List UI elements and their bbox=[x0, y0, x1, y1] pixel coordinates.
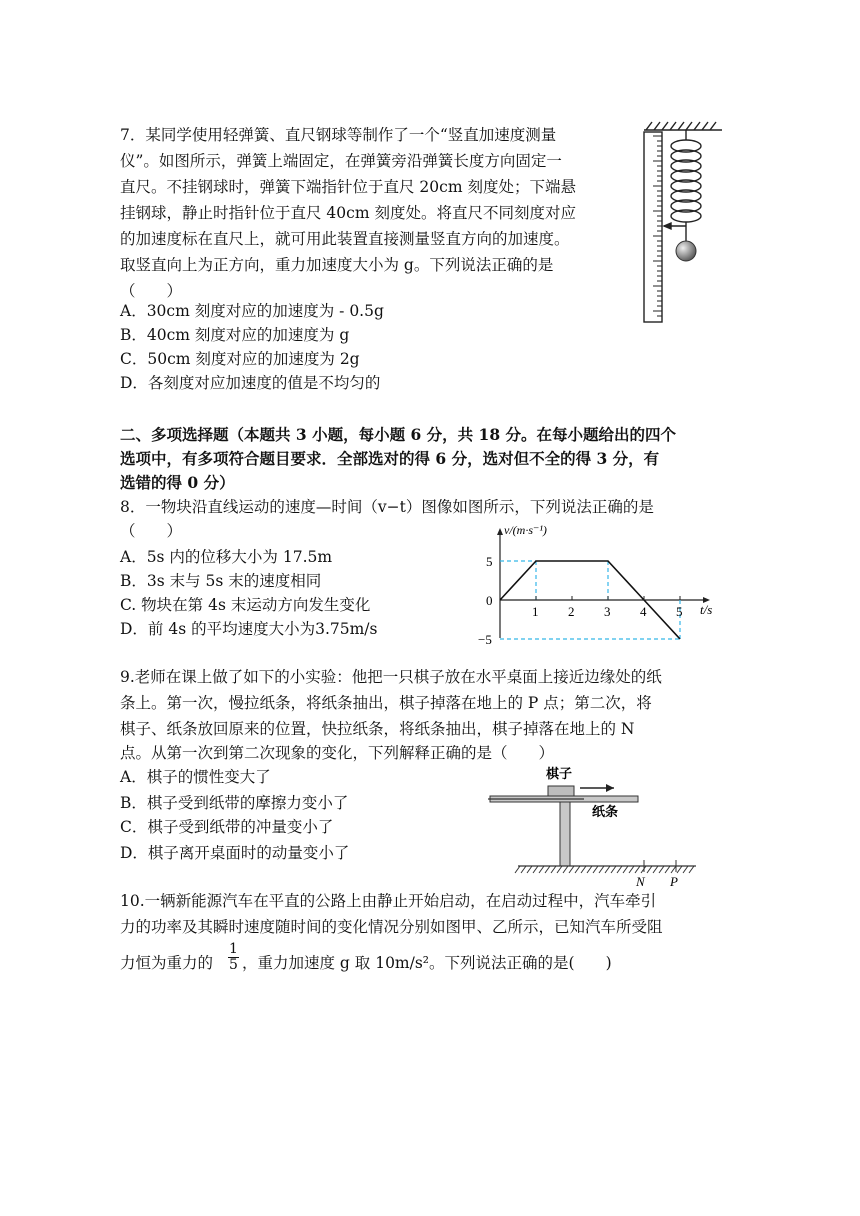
q8-option-d: D．前 4s 的平均速度大小为3.75m/s bbox=[120, 620, 378, 638]
y-tick-label: 5 bbox=[486, 554, 493, 569]
q9-line: 棋子、纸条放回原来的位置，快拉纸条，将纸条抽出，棋子掉落在地上的 N bbox=[120, 720, 635, 738]
y-tick-label: −5 bbox=[478, 632, 492, 646]
fraction-numerator: 1 bbox=[229, 941, 238, 957]
q7-line: 挂钢球，静止时指针位于直尺 40cm 刻度处。将直尺不同刻度对应 bbox=[120, 204, 576, 222]
q8-line: （ ） bbox=[120, 522, 183, 540]
q8-line: 8．一物块沿直线运动的速度—时间（v−t）图像如图所示，下列说法正确的是 bbox=[120, 498, 654, 516]
q7-line: （ ） bbox=[120, 282, 183, 300]
y-axis-arrow bbox=[497, 528, 503, 535]
q10-line-3b: ，重力加速度 g 取 10m/s²。下列说法正确的是( ) bbox=[242, 954, 612, 972]
q7-line: 的加速度标在直尺上，就可用此装置直接测量竖直方向的加速度。 bbox=[120, 230, 570, 248]
section-2-line: 选项中，有多项符合题目要求．全部选对的得 6 分，选对但不全的得 3 分，有 bbox=[120, 449, 660, 468]
spring-ruler-figure bbox=[636, 118, 726, 328]
x-tick-label: 2 bbox=[568, 604, 575, 619]
table-strip-figure bbox=[484, 762, 704, 888]
q7-option-b: B．40cm 刻度对应的加速度为 g bbox=[120, 326, 350, 344]
q7-option-d: D．各刻度对应加速度的值是不均匀的 bbox=[120, 374, 381, 392]
q7-line: 取竖直向上为正方向，重力加速度大小为 g。下列说法正确的是 bbox=[120, 256, 554, 274]
q9-line: 9.老师在课上做了如下的小实验：他把一只棋子放在水平桌面上接近边缘处的纸 bbox=[120, 668, 662, 686]
q8-option-b: B．3s 末与 5s 末的速度相同 bbox=[120, 572, 322, 590]
q7-option-c: C．50cm 刻度对应的加速度为 2g bbox=[120, 350, 360, 368]
point-p-label: P bbox=[670, 874, 678, 888]
x-tick-label: 3 bbox=[604, 604, 611, 619]
x-axis-label: t/s bbox=[700, 602, 713, 617]
vt-chart bbox=[476, 522, 736, 646]
q9-option-c: C．棋子受到纸带的冲量变小了 bbox=[120, 818, 334, 836]
chess-piece-label: 棋子 bbox=[546, 766, 573, 781]
x-tick-label: 4 bbox=[640, 604, 647, 619]
fraction bbox=[228, 942, 239, 973]
q10-line-3a: 力恒为重力的 bbox=[120, 954, 214, 972]
fraction-denominator: 5 bbox=[229, 957, 238, 973]
q9-option-d: D．棋子离开桌面时的动量变小了 bbox=[120, 844, 350, 862]
x-tick-label: 5 bbox=[676, 604, 683, 619]
q7-option-a: A．30cm 刻度对应的加速度为 - 0.5g bbox=[120, 302, 384, 320]
q7-line: 仪”。如图所示，弹簧上端固定，在弹簧旁沿弹簧长度方向固定一 bbox=[120, 152, 562, 170]
q10-line: 力的功率及其瞬时速度随时间的变化情况分别如图甲、乙所示，已知汽车所受阻 bbox=[120, 918, 663, 936]
q7-line: 直尺。不挂钢球时，弹簧下端指针位于直尺 20cm 刻度处；下端悬 bbox=[120, 178, 576, 196]
q10-line: 10.一辆新能源汽车在平直的公路上由静止开始启动，在启动过程中，汽车牵引 bbox=[120, 892, 657, 910]
point-n-label: N bbox=[636, 874, 645, 888]
q9-option-b: B．棋子受到纸带的摩擦力变小了 bbox=[120, 794, 349, 812]
section-2-line: 二、多项选择题（本题共 3 小题，每小题 6 分，共 18 分。在每小题给出的四个 bbox=[120, 425, 677, 444]
q7-line: 7．某同学使用轻弹簧、直尺钢球等制作了一个“竖直加速度测量 bbox=[120, 126, 557, 144]
y-axis-label: v/(m·s⁻¹) bbox=[504, 523, 547, 537]
section-2-line: 选错的得 0 分） bbox=[120, 473, 235, 492]
y-tick-label: 0 bbox=[486, 593, 493, 608]
q9-option-a: A．棋子的惯性变大了 bbox=[120, 768, 271, 786]
paper-strip-label: 纸条 bbox=[592, 804, 619, 819]
x-tick-label: 1 bbox=[532, 604, 539, 619]
q9-line: 条上。第一次，慢拉纸条，将纸条抽出，棋子掉落在地上的 P 点；第二次，将 bbox=[120, 694, 652, 712]
q8-option-a: A．5s 内的位移大小为 17.5m bbox=[120, 548, 333, 566]
q8-option-c: C. 物块在第 4s 末运动方向发生变化 bbox=[120, 596, 371, 614]
q9-line: 点。从第一次到第二次现象的变化，下列解释正确的是（ ） bbox=[120, 744, 555, 762]
